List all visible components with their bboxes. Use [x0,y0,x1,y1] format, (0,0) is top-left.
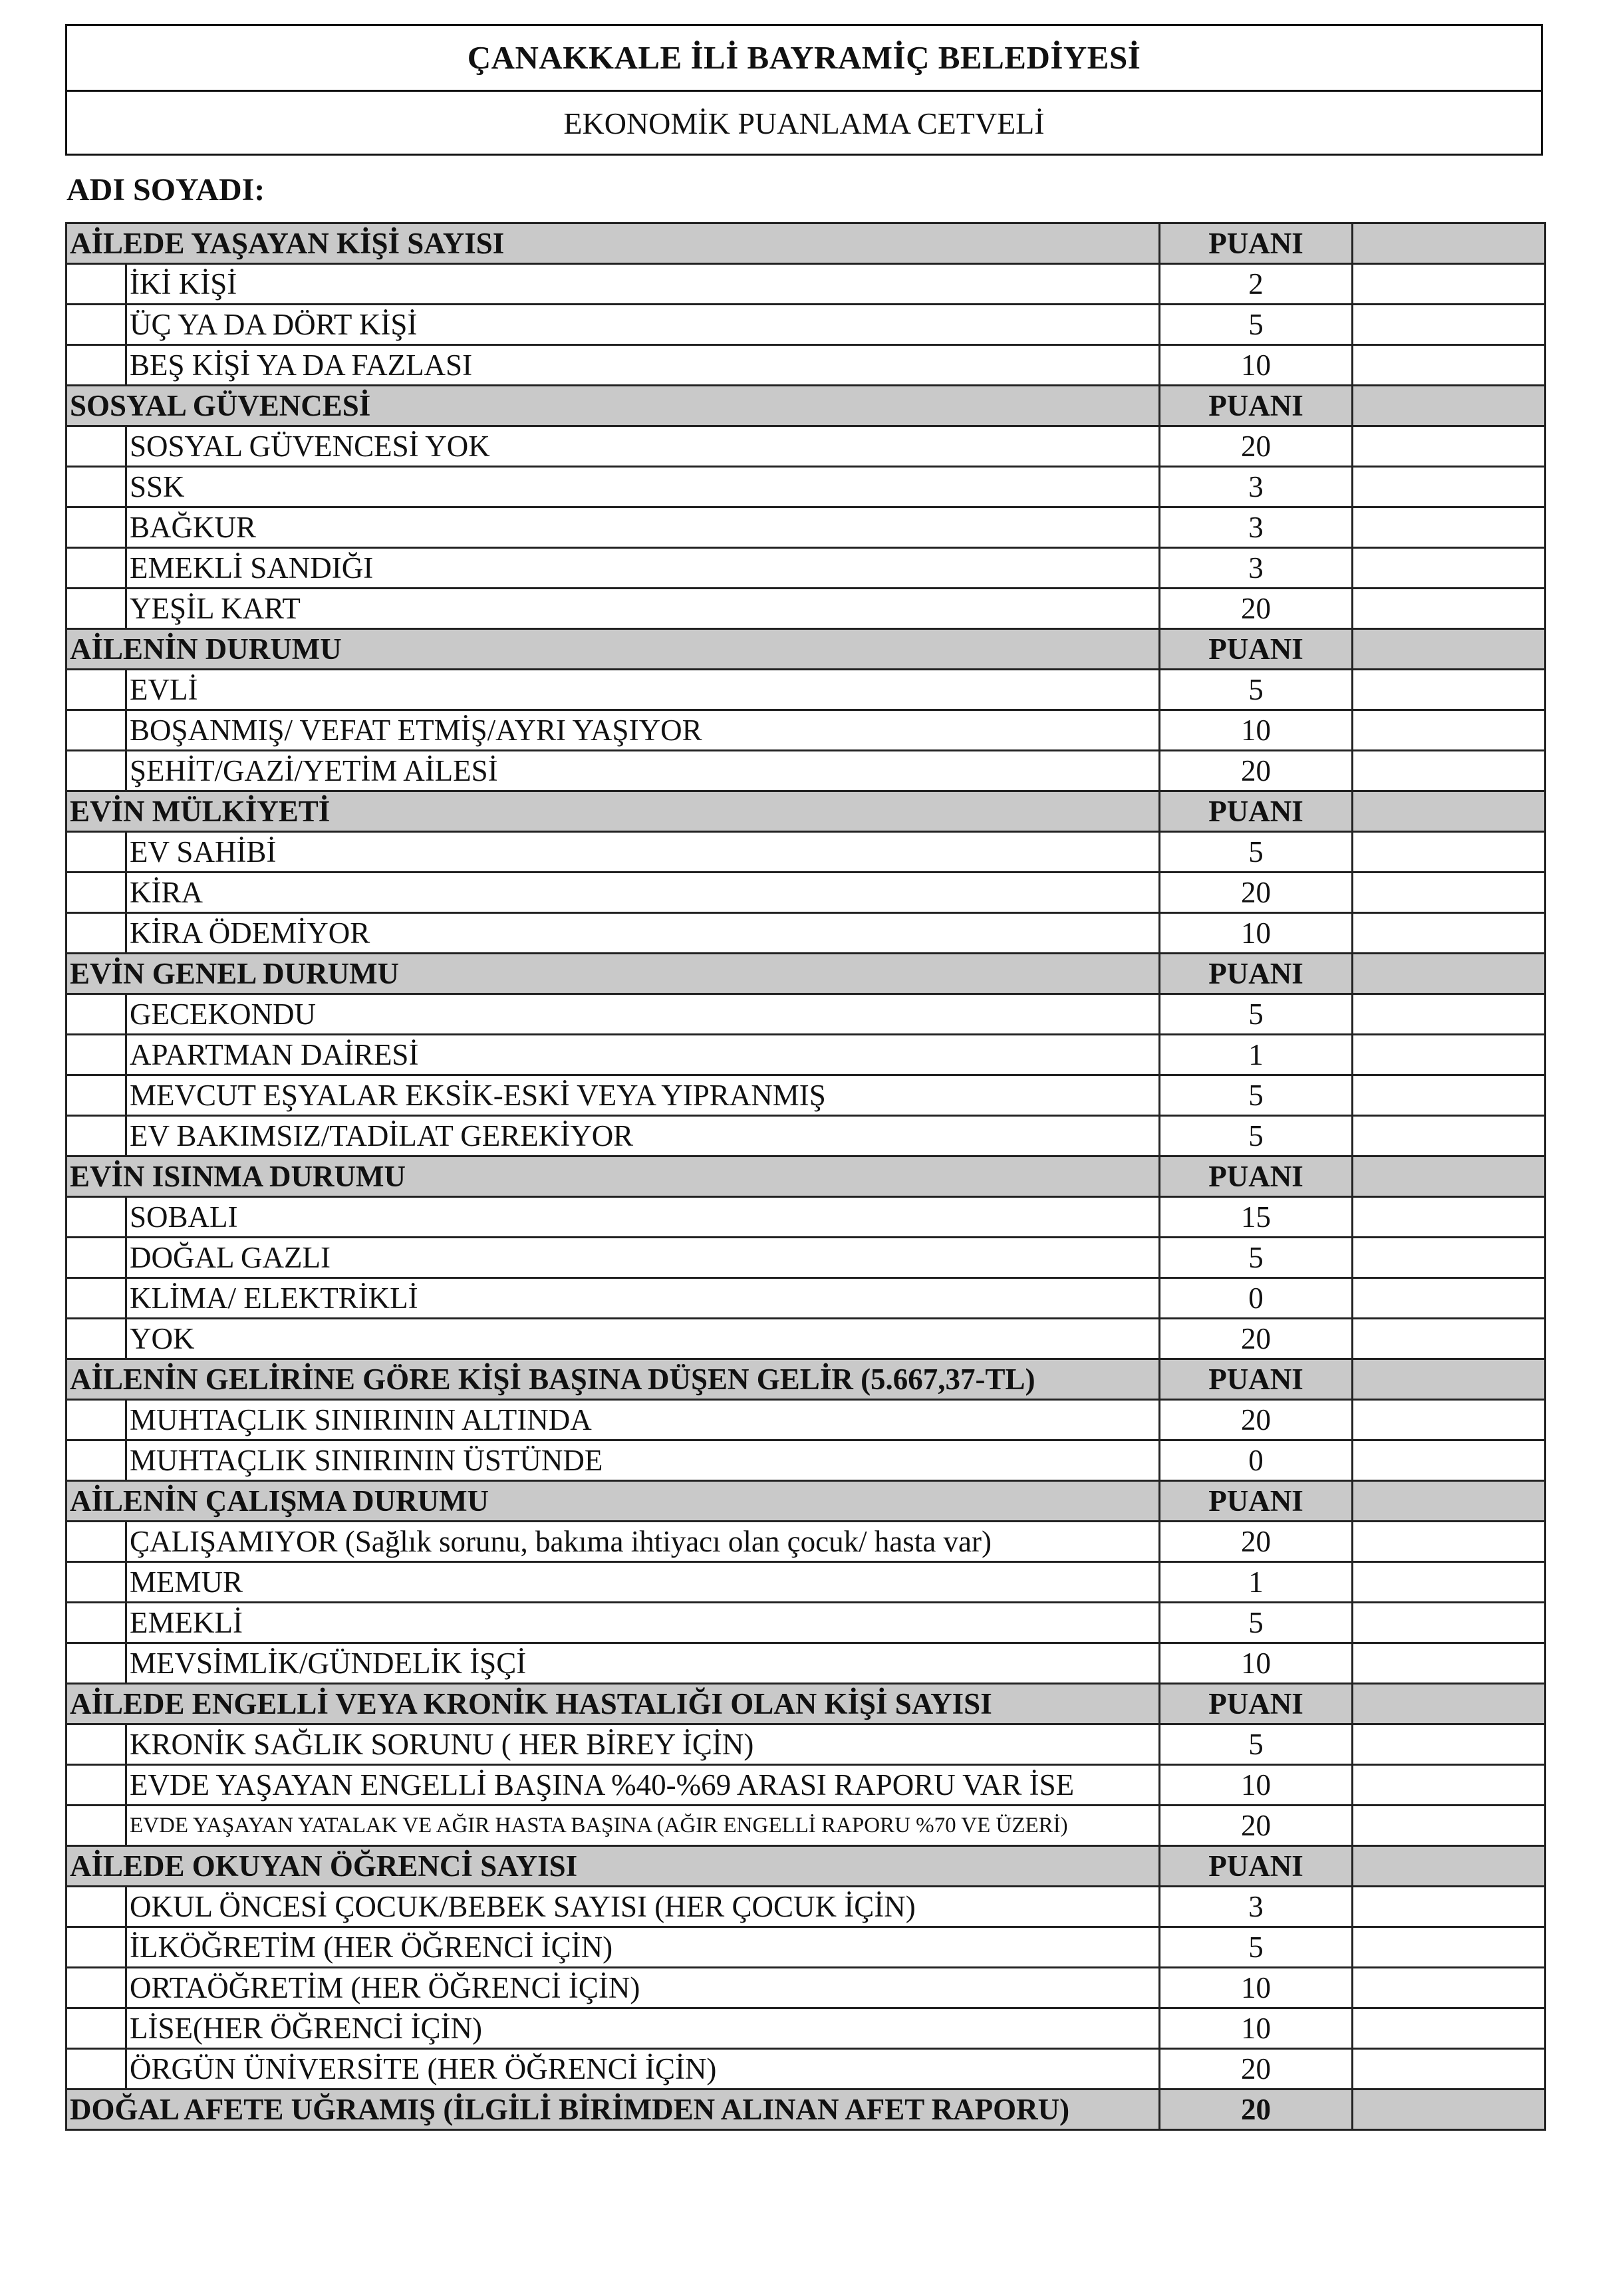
score-entry-cell[interactable] [1353,426,1546,467]
score-entry-cell[interactable] [1353,2008,1546,2049]
criterion-points: 3 [1160,467,1353,507]
criterion-points: 20 [1160,1522,1353,1562]
row-marker-cell [67,2049,126,2089]
criterion-points: 10 [1160,345,1353,386]
score-entry-cell[interactable] [1353,1197,1546,1238]
criterion-points: 5 [1160,1075,1353,1116]
points-header: PUANI [1160,1359,1353,1400]
score-entry-cell[interactable] [1353,467,1546,507]
score-entry-cell[interactable] [1353,1724,1546,1765]
criterion-label: ÖRGÜN ÜNİVERSİTE (HER ÖĞRENCİ İÇİN) [126,2049,1160,2089]
points-header: PUANI [1160,1481,1353,1522]
criterion-row [67,1400,1546,1440]
points-header: PUANI [1160,791,1353,832]
criterion-label: KRONİK SAĞLIK SORUNU ( HER BİREY İÇİN) [126,1724,1160,1765]
score-entry-cell[interactable] [1353,670,1546,710]
criterion-label: MEVCUT EŞYALAR EKSİK-ESKİ VEYA YIPRANMIŞ [126,1075,1160,1116]
criterion-row [67,305,1546,345]
points-header: PUANI [1160,386,1353,426]
points-header: PUANI [1160,1684,1353,1724]
criterion-label: ŞEHİT/GAZİ/YETİM AİLESİ [126,751,1160,791]
criterion-row [67,710,1546,751]
score-header-cell [1353,386,1546,426]
score-entry-cell[interactable] [1353,1522,1546,1562]
score-entry-cell[interactable] [1353,589,1546,629]
section-title: EVİN ISINMA DURUMU [67,1156,1160,1197]
criterion-row [67,1724,1546,1765]
criterion-label: YEŞİL KART [126,589,1160,629]
criterion-row [67,1319,1546,1359]
score-entry-cell[interactable] [1353,1400,1546,1440]
criterion-points: 0 [1160,1278,1353,1319]
section-header-row [67,629,1546,670]
criterion-label: EVDE YAŞAYAN ENGELLİ BAŞINA %40-%69 ARASI RAPORU VAR İSE [126,1765,1160,1806]
criterion-points: 20 [1160,589,1353,629]
section-header-row [67,791,1546,832]
criterion-row [67,873,1546,913]
criterion-row [67,345,1546,386]
criterion-label: EVLİ [126,670,1160,710]
criterion-label: EMEKLİ [126,1603,1160,1643]
criterion-points: 1 [1160,1562,1353,1603]
criterion-row [67,1968,1546,2008]
criterion-row [67,467,1546,507]
criterion-label: BEŞ KİŞİ YA DA FAZLASI [126,345,1160,386]
criterion-row [67,1522,1546,1562]
criterion-label: GECEKONDU [126,994,1160,1035]
criterion-row [67,1116,1546,1156]
score-entry-cell[interactable] [1353,2049,1546,2089]
criterion-points: 20 [1160,751,1353,791]
criterion-row [67,1603,1546,1643]
score-entry-cell[interactable] [1353,345,1546,386]
row-marker-cell [67,1319,126,1359]
final-row-points: 20 [1160,2089,1353,2130]
score-entry-cell[interactable] [1353,1035,1546,1075]
score-header-cell [1353,223,1546,264]
criterion-row [67,507,1546,548]
row-marker-cell [67,1400,126,1440]
criterion-row [67,1765,1546,1806]
row-marker-cell [67,1927,126,1968]
row-marker-cell [67,1035,126,1075]
criterion-points: 5 [1160,994,1353,1035]
criterion-label: KLİMA/ ELEKTRİKLİ [126,1278,1160,1319]
final-row-title: DOĞAL AFETE UĞRAMIŞ (İLGİLİ BİRİMDEN ALINAN AFET RAPORU) [67,2089,1160,2130]
criterion-points: 10 [1160,1765,1353,1806]
score-entry-cell[interactable] [1353,1927,1546,1968]
criterion-points: 10 [1160,710,1353,751]
row-marker-cell [67,1643,126,1684]
section-header-row [67,1359,1546,1400]
score-entry-cell[interactable] [1353,1968,1546,2008]
section-title: EVİN GENEL DURUMU [67,954,1160,994]
criterion-points: 0 [1160,1440,1353,1481]
row-marker-cell [67,1968,126,2008]
row-marker-cell [67,467,126,507]
row-marker-cell [67,1238,126,1278]
score-entry-cell[interactable] [1353,1075,1546,1116]
criterion-label: MEMUR [126,1562,1160,1603]
criterion-row [67,1806,1546,1846]
criterion-label: MUHTAÇLIK SINIRININ ALTINDA [126,1400,1160,1440]
criterion-label: SOSYAL GÜVENCESİ YOK [126,426,1160,467]
criterion-label: ÇALIŞAMIYOR (Sağlık sorunu, bakıma ihtiyacı olan çocuk/ hasta var) [126,1522,1160,1562]
row-marker-cell [67,1765,126,1806]
criterion-row [67,264,1546,305]
points-header: PUANI [1160,1846,1353,1887]
criterion-label: SOBALI [126,1197,1160,1238]
score-entry-cell[interactable] [1353,913,1546,954]
row-marker-cell [67,873,126,913]
criterion-label: EVDE YAŞAYAN YATALAK VE AĞIR HASTA BAŞINA (AĞIR ENGELLİ RAPORU %70 VE ÜZERİ) [126,1806,1160,1846]
score-entry-cell[interactable] [1353,751,1546,791]
row-marker-cell [67,426,126,467]
row-marker-cell [67,1075,126,1116]
points-header: PUANI [1160,1156,1353,1197]
row-marker-cell [67,751,126,791]
row-marker-cell [67,1603,126,1643]
document-header [65,24,1543,156]
score-entry-cell[interactable] [1353,1765,1546,1806]
row-marker-cell [67,2008,126,2049]
criterion-points: 5 [1160,832,1353,873]
criterion-points: 20 [1160,2049,1353,2089]
score-header-cell [1353,1156,1546,1197]
section-header-row [67,1684,1546,1724]
row-marker-cell [67,1278,126,1319]
criterion-label: İLKÖĞRETİM (HER ÖĞRENCİ İÇİN) [126,1927,1160,1968]
criterion-row [67,426,1546,467]
criterion-points: 5 [1160,305,1353,345]
score-entry-cell[interactable] [1353,1238,1546,1278]
criterion-label: ÜÇ YA DA DÖRT KİŞİ [126,305,1160,345]
row-marker-cell [67,264,126,305]
criterion-label: MEVSİMLİK/GÜNDELİK İŞÇİ [126,1643,1160,1684]
criterion-row [67,1278,1546,1319]
score-entry-cell[interactable] [1353,1806,1546,1846]
criterion-label: YOK [126,1319,1160,1359]
criterion-row [67,1035,1546,1075]
criterion-row [67,1887,1546,1927]
score-entry-cell[interactable] [1353,1643,1546,1684]
score-header-cell [1353,791,1546,832]
criterion-points: 3 [1160,548,1353,589]
section-title: AİLEDE YAŞAYAN KİŞİ SAYISI [67,223,1160,264]
criterion-label: ORTAÖĞRETİM (HER ÖĞRENCİ İÇİN) [126,1968,1160,2008]
points-header: PUANI [1160,629,1353,670]
form-subtitle: EKONOMİK PUANLAMA CETVELİ [563,106,1045,140]
criterion-points: 5 [1160,670,1353,710]
criterion-row [67,1562,1546,1603]
final-row [67,2089,1546,2130]
score-entry-cell[interactable] [1353,1887,1546,1927]
row-marker-cell [67,589,126,629]
section-title: AİLENİN GELİRİNE GÖRE KİŞİ BAŞINA DÜŞEN GELİR (5.667,37-TL) [67,1359,1160,1400]
score-entry-cell[interactable] [1353,1603,1546,1643]
criterion-label: BOŞANMIŞ/ VEFAT ETMİŞ/AYRI YAŞIYOR [126,710,1160,751]
row-marker-cell [67,710,126,751]
score-header-cell [1353,1846,1546,1887]
criterion-points: 20 [1160,426,1353,467]
criterion-points: 3 [1160,507,1353,548]
row-marker-cell [67,1724,126,1765]
criterion-label: EV BAKIMSIZ/TADİLAT GEREKİYOR [126,1116,1160,1156]
section-header-row [67,223,1546,264]
criterion-label: APARTMAN DAİRESİ [126,1035,1160,1075]
score-entry-cell[interactable] [1353,1562,1546,1603]
score-entry-cell[interactable] [1353,832,1546,873]
score-header-cell [1353,1684,1546,1724]
criterion-row [67,589,1546,629]
section-header-row [67,954,1546,994]
criterion-label: EV SAHİBİ [126,832,1160,873]
section-header-row [67,1156,1546,1197]
criterion-points: 10 [1160,1968,1353,2008]
criterion-label: LİSE(HER ÖĞRENCİ İÇİN) [126,2008,1160,2049]
criterion-row [67,832,1546,873]
score-entry-cell[interactable] [1353,2089,1546,2130]
criterion-row [67,548,1546,589]
score-entry-cell[interactable] [1353,1319,1546,1359]
municipality-title: ÇANAKKALE İLİ BAYRAMİÇ BELEDİYESİ [67,26,1541,92]
criterion-points: 5 [1160,1724,1353,1765]
score-entry-cell[interactable] [1353,873,1546,913]
criterion-row [67,1238,1546,1278]
row-marker-cell [67,670,126,710]
criterion-points: 10 [1160,2008,1353,2049]
criterion-row [67,913,1546,954]
score-entry-cell[interactable] [1353,305,1546,345]
score-entry-cell[interactable] [1353,994,1546,1035]
points-header: PUANI [1160,223,1353,264]
row-marker-cell [67,994,126,1035]
criterion-row [67,1075,1546,1116]
score-entry-cell[interactable] [1353,548,1546,589]
criterion-row [67,994,1546,1035]
score-entry-cell[interactable] [1353,710,1546,751]
name-label: ADI SOYADI: [67,172,265,207]
score-entry-cell[interactable] [1353,1116,1546,1156]
row-marker-cell [67,305,126,345]
row-marker-cell [67,1806,126,1846]
criterion-points: 10 [1160,913,1353,954]
criterion-points: 10 [1160,1643,1353,1684]
section-header-row [67,386,1546,426]
criterion-points: 5 [1160,1238,1353,1278]
score-entry-cell[interactable] [1353,1278,1546,1319]
score-entry-cell[interactable] [1353,1440,1546,1481]
score-entry-cell[interactable] [1353,507,1546,548]
row-marker-cell [67,1440,126,1481]
points-header: PUANI [1160,954,1353,994]
criterion-points: 20 [1160,1806,1353,1846]
section-title: EVİN MÜLKİYETİ [67,791,1160,832]
criterion-label: SSK [126,467,1160,507]
criterion-points: 15 [1160,1197,1353,1238]
criterion-row [67,1197,1546,1238]
row-marker-cell [67,1562,126,1603]
criterion-label: DOĞAL GAZLI [126,1238,1160,1278]
criterion-label: BAĞKUR [126,507,1160,548]
row-marker-cell [67,507,126,548]
score-entry-cell[interactable] [1353,264,1546,305]
criterion-points: 5 [1160,1927,1353,1968]
criterion-points: 20 [1160,1400,1353,1440]
row-marker-cell [67,548,126,589]
criterion-row [67,1927,1546,1968]
criterion-row [67,1440,1546,1481]
criterion-row [67,2049,1546,2089]
criterion-points: 1 [1160,1035,1353,1075]
section-title: AİLENİN DURUMU [67,629,1160,670]
criterion-points: 20 [1160,1319,1353,1359]
criterion-label: OKUL ÖNCESİ ÇOCUK/BEBEK SAYISI (HER ÇOCUK İÇİN) [126,1887,1160,1927]
row-marker-cell [67,345,126,386]
criterion-label: MUHTAÇLIK SINIRININ ÜSTÜNDE [126,1440,1160,1481]
criterion-row [67,670,1546,710]
row-marker-cell [67,1887,126,1927]
row-marker-cell [67,913,126,954]
section-title: AİLEDE OKUYAN ÖĞRENCİ SAYISI [67,1846,1160,1887]
criterion-row [67,1643,1546,1684]
criterion-row [67,751,1546,791]
criterion-points: 20 [1160,873,1353,913]
criterion-label: İKİ KİŞİ [126,264,1160,305]
section-header-row [67,1481,1546,1522]
scoring-table [65,222,1546,2131]
score-header-cell [1353,1359,1546,1400]
row-marker-cell [67,1522,126,1562]
criterion-points: 5 [1160,1603,1353,1643]
criterion-label: KİRA ÖDEMİYOR [126,913,1160,954]
criterion-points: 2 [1160,264,1353,305]
score-header-cell [1353,629,1546,670]
section-title: SOSYAL GÜVENCESİ [67,386,1160,426]
section-title: AİLEDE ENGELLİ VEYA KRONİK HASTALIĞI OLAN KİŞİ SAYISI [67,1684,1160,1724]
row-marker-cell [67,1197,126,1238]
criterion-label: KİRA [126,873,1160,913]
row-marker-cell [67,832,126,873]
criterion-points: 3 [1160,1887,1353,1927]
score-header-cell [1353,954,1546,994]
criterion-points: 5 [1160,1116,1353,1156]
section-title: AİLENİN ÇALIŞMA DURUMU [67,1481,1160,1522]
section-header-row [67,1846,1546,1887]
score-header-cell [1353,1481,1546,1522]
criterion-row [67,2008,1546,2049]
row-marker-cell [67,1116,126,1156]
criterion-label: EMEKLİ SANDIĞI [126,548,1160,589]
